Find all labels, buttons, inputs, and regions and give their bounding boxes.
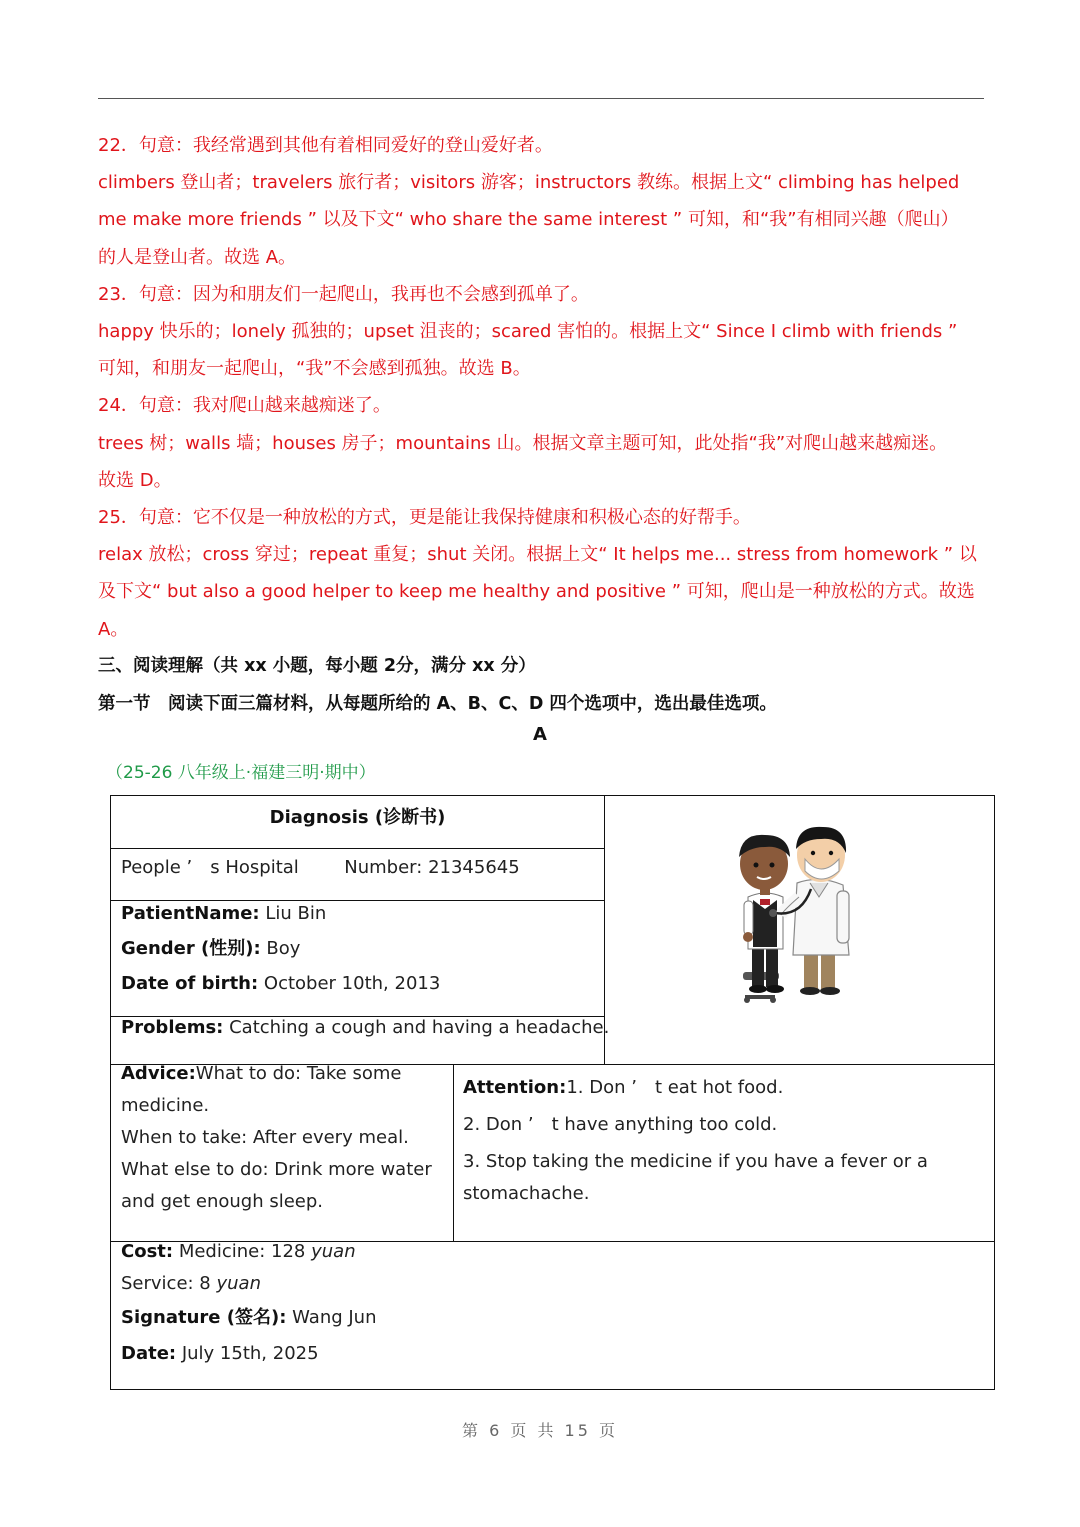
advice-line: and get enough sleep. (121, 1191, 323, 1212)
divider (453, 1064, 454, 1241)
answer-line: 22．句意：我经常遇到其他有着相同爱好的登山爱好者。 (98, 135, 553, 156)
patient-name: Liu Bin (265, 903, 327, 924)
footer-cell (121, 1236, 981, 1370)
patient-label: PatientName: (121, 903, 260, 924)
doctor-illustration-icon (605, 797, 993, 1063)
answer-line: happy 快乐的；lonely 孤独的；upset 沮丧的；scared 害怕的。根据上文“ Since I climb with friends ” (98, 321, 958, 343)
answer-explanations (98, 127, 988, 648)
service-cost: Service: 8 (121, 1273, 211, 1294)
hospital-row (121, 852, 601, 884)
answer-line: 23．句意：因为和朋友们一起爬山，我再也不会感到孤单了。 (98, 283, 589, 305)
answer-line: A。 (98, 618, 129, 640)
gender-label: Gender (性别): (121, 938, 261, 959)
currency-unit: yuan (311, 1241, 356, 1262)
passage-letter: A (533, 724, 547, 745)
problems-row (121, 1012, 610, 1044)
advice-label: Advice: (121, 1063, 196, 1084)
record-number: 21345645 (428, 857, 520, 878)
advice-cell (121, 1058, 451, 1218)
page-number: 第 6 页 共 15 页 (462, 1421, 618, 1440)
signature-label: Signature (签名): (121, 1307, 287, 1328)
answer-line: relax 放松；cross 穿过；repeat 重复；shut 关闭。根据上文“ It helps me... stress from homework ” 以 (98, 544, 977, 566)
number-label: Number: (344, 857, 423, 878)
answer-line: 25．句意：它不仅是一种放松的方式，更是能让我保持健康和积极心态的好帮手。 (98, 507, 751, 529)
answer-line: 可知，和朋友一起爬山，“我”不会感到孤独。故选 B。 (98, 358, 531, 380)
diagnosis-title: Diagnosis (诊断书) (269, 807, 446, 828)
section-instruction: 第一节 阅读下面三篇材料，从每题所给的 A、B、C、D 四个选项中，选出最佳选项。 (98, 694, 777, 714)
hospital-name: People ’ s Hospital (121, 857, 299, 878)
answer-line: trees 树；walls 墙；houses 房子；mountains 山。根据文章主题可知，此处指“我”对爬山越来越痴迷。 (98, 432, 948, 454)
advice-line: What else to do: Drink more water (121, 1159, 432, 1180)
answer-line: 的人是登山者。故选 A。 (98, 246, 297, 268)
answer-line: 及下文“ but also a good helper to keep me healthy and positive ” 可知，爬山是一种放松的方式。故选 (98, 581, 975, 603)
signature-value: Wang Jun (292, 1307, 377, 1328)
attention-line: 1. Don ’ t eat hot food. (566, 1077, 784, 1098)
answer-line: climbers 登山者；travelers 旅行者；visitors 游客；instructors 教练。根据上文“ climbing has helped (98, 172, 960, 194)
attention-cell (463, 1072, 988, 1210)
dob-value: October 10th, 2013 (263, 973, 441, 994)
attention-line: 3. Stop taking the medicine if you have a fever or a (463, 1151, 928, 1172)
patient-info (121, 896, 601, 1001)
currency-unit: yuan (216, 1273, 261, 1294)
gender-value: Boy (266, 938, 301, 959)
advice-line: When to take: After every meal. (121, 1127, 409, 1148)
attention-line: stomachache. (463, 1183, 590, 1204)
problems-label: Problems: (121, 1017, 224, 1038)
divider (111, 848, 604, 849)
attention-line: 2. Don ’ t have anything too cold. (463, 1114, 778, 1135)
section-heading: 三、阅读理解（共 xx 小题，每小题 2分，满分 xx 分） (98, 656, 536, 676)
date-value: July 15th, 2025 (181, 1343, 319, 1364)
answer-line: 24．句意：我对爬山越来越痴迷了。 (98, 395, 391, 417)
advice-line: medicine. (121, 1095, 210, 1116)
answer-line: me make more friends ” 以及下文“ who share the same interest ” 可知，和“我”有相同兴趣（爬山） (98, 209, 959, 231)
cost-label: Cost: (121, 1241, 174, 1262)
doctor-examining-boy-illustration (605, 797, 993, 1063)
passage-source: （25-26 八年级上·福建三明·期中） (106, 763, 376, 783)
advice-line: What to do: Take some (195, 1063, 402, 1084)
attention-label: Attention: (463, 1077, 567, 1098)
diagnosis-sheet (110, 795, 995, 1390)
medicine-cost: Medicine: 128 (178, 1241, 306, 1262)
dob-label: Date of birth: (121, 973, 259, 994)
date-label: Date: (121, 1343, 177, 1364)
problems-value: Catching a cough and having a headache. (229, 1017, 610, 1038)
answer-line: 故选 D。 (98, 469, 172, 491)
header-rule (98, 98, 984, 99)
